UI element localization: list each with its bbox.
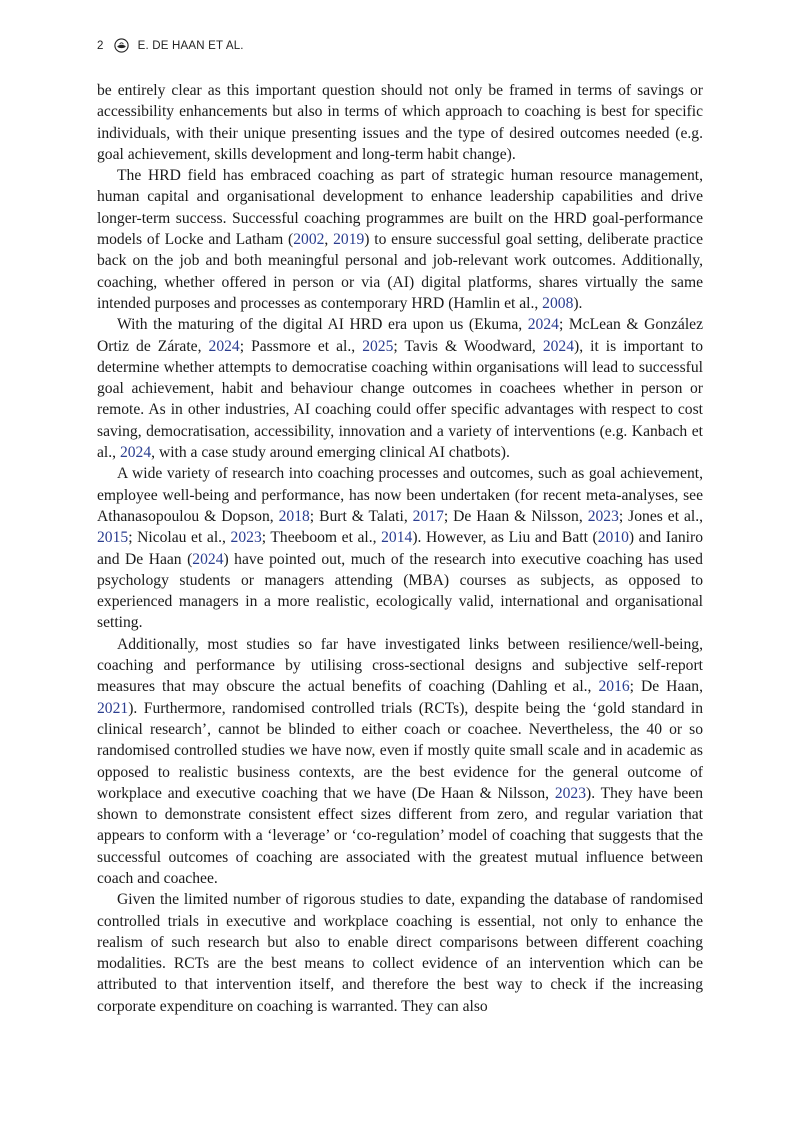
paragraph: [97, 463, 703, 633]
citation-link[interactable]: 2017: [412, 507, 444, 525]
citation-link[interactable]: 2010: [597, 529, 629, 547]
citation-link[interactable]: 2002: [293, 231, 325, 249]
journal-logo-icon: [114, 38, 129, 53]
citation-link[interactable]: 2025: [362, 337, 394, 355]
citation-link[interactable]: 2024: [527, 316, 559, 334]
paragraph-text: ; Jones et al.,: [618, 507, 704, 525]
paragraph: [97, 889, 703, 1017]
paragraph-text: With the maturing of the digital AI HRD era upon us (Ekuma,: [117, 316, 528, 334]
paragraph-text: ; Nicolau et al.,: [128, 529, 231, 547]
citation-link[interactable]: 2023: [587, 507, 619, 525]
paragraph-text: ; De Haan,: [629, 678, 703, 696]
paragraph: [97, 165, 703, 314]
paragraph: [97, 634, 703, 890]
article-body: [97, 80, 703, 1017]
citation-link[interactable]: 2024: [208, 337, 240, 355]
citation-link[interactable]: 2021: [97, 699, 129, 717]
paragraph-text: be entirely clear as this important question should not only be framed in terms of savings or accessibility enhancements but also in terms of which approach to coaching is best for specific individuals, with their unique presenting issues and the type of desired outcomes needed (e.g. goal achievement, skills development and long-term habit change).: [97, 82, 703, 163]
paragraph-text: Given the limited number of rigorous studies to date, expanding the database of randomised controlled trials in executive and workplace coaching is essential, not only to enhance the realism of such research but also to enable direct comparisons between different coaching modalities. RCTs are the best means to collect evidence of an intervention which can be attributed to that intervention itself, and therefore the best way to check if the increasing corporate expenditure on coaching is warranted. They can also: [97, 891, 703, 1015]
paragraph-text: ). Furthermore, randomised controlled trials (RCTs), despite being the ‘gold standard in clinical research’, cannot be blinded to either coach or coachee. Nevertheless, the 40 or so randomised controlled studies we have now, even if mostly quite small scale and in academic as opposed to realistic business contexts, are the best evidence for the general outcome of workplace and executive coaching that we have (De Haan & Nilsson,: [97, 699, 703, 802]
paragraph: [97, 314, 703, 463]
paragraph-text: ; McLean & González Ortiz de Zárate,: [97, 316, 703, 355]
paragraph-text: , with a case study around emerging clinical AI chatbots).: [151, 444, 510, 462]
citation-link[interactable]: 2015: [97, 529, 129, 547]
citation-link[interactable]: 2024: [119, 444, 152, 462]
paragraph-text: ; De Haan & Nilsson,: [443, 507, 588, 525]
page-number: 2: [97, 39, 104, 52]
paragraph-text: A wide variety of research into coaching processes and outcomes, such as goal achievement, employee well-being and performance, has now been undertaken (for recent meta-analyses, see Athanasopoulou & Dopson,: [97, 465, 703, 525]
paragraph-text: ; Tavis & Woodward,: [393, 337, 543, 355]
paragraph-text: ; Burt & Talati,: [309, 507, 413, 525]
citation-link[interactable]: 2024: [542, 337, 575, 355]
citation-link[interactable]: 2008: [542, 294, 574, 312]
paragraph-text: ,: [324, 231, 334, 249]
citation-link[interactable]: 2019: [333, 231, 365, 249]
paragraph-text: The HRD field has embraced coaching as part of strategic human resource management, human capital and organisational development to enhance leadership capabilities and drive longer-term success. Successful coaching programmes are built on the HRD goal-performance models of Locke and Latham (: [97, 167, 703, 249]
paragraph-text: ) to ensure successful goal setting, deliberate practice back on the job and both meaningful personal and job-relevant work outcomes. Additionally, coaching, whether offered in person or via (AI) digital platforms, shares virtually the same intended purposes and processes as contemporary HRD (Hamlin et al.,: [97, 231, 703, 312]
running-title: E. DE HAAN ET AL.: [137, 39, 244, 52]
paragraph-text: ) have pointed out, much of the research into executive coaching has used psychology students or managers attending (MBA) courses as subjects, as opposed to experienced managers in a more realistic, ecologically valid, international and organisational setting.: [97, 550, 703, 632]
paragraph-text: ).: [573, 294, 583, 312]
citation-link[interactable]: 2018: [278, 507, 310, 525]
running-head: [97, 38, 244, 53]
paragraph: [97, 80, 703, 165]
citation-link[interactable]: 2024: [192, 550, 224, 568]
citation-link[interactable]: 2023: [230, 529, 262, 547]
paragraph-text: ). They have been shown to demonstrate consistent effect sizes different from zero, and regular variation that appears to conform with a ‘leverage’ or ‘co-regulation’ model of coaching that suggests that the successful outcomes of coaching are associated with the greatest mutual influence between coach and coachee.: [97, 784, 704, 887]
citation-link[interactable]: 2016: [598, 678, 630, 696]
paragraph-text: ; Theeboom et al.,: [261, 529, 382, 547]
citation-link[interactable]: 2014: [381, 529, 413, 547]
paragraph-text: ), it is important to determine whether attempts to democratise coaching within organisations will lead to successful goal achievement, habit and behaviour change outcomes in coachees whether in person or remote. As in other industries, AI coaching could offer specific advantages with respect to cost saving, democratisation, accessibility, innovation and a variety of interventions (e.g. Kanbach et al.,: [97, 337, 703, 462]
paragraph-text: ). However, as Liu and Batt (: [412, 529, 598, 547]
citation-link[interactable]: 2023: [554, 784, 586, 802]
paragraph-text: Additionally, most studies so far have investigated links between resilience/well-being, coaching and performance by utilising cross-sectional designs and subjective self-report measures that may obscure the actual benefits of coaching (Dahling et al.,: [97, 635, 703, 696]
paragraph-text: ) and Ianiro and De Haan (: [97, 529, 704, 568]
paragraph-text: ; Passmore et al.,: [239, 337, 363, 355]
